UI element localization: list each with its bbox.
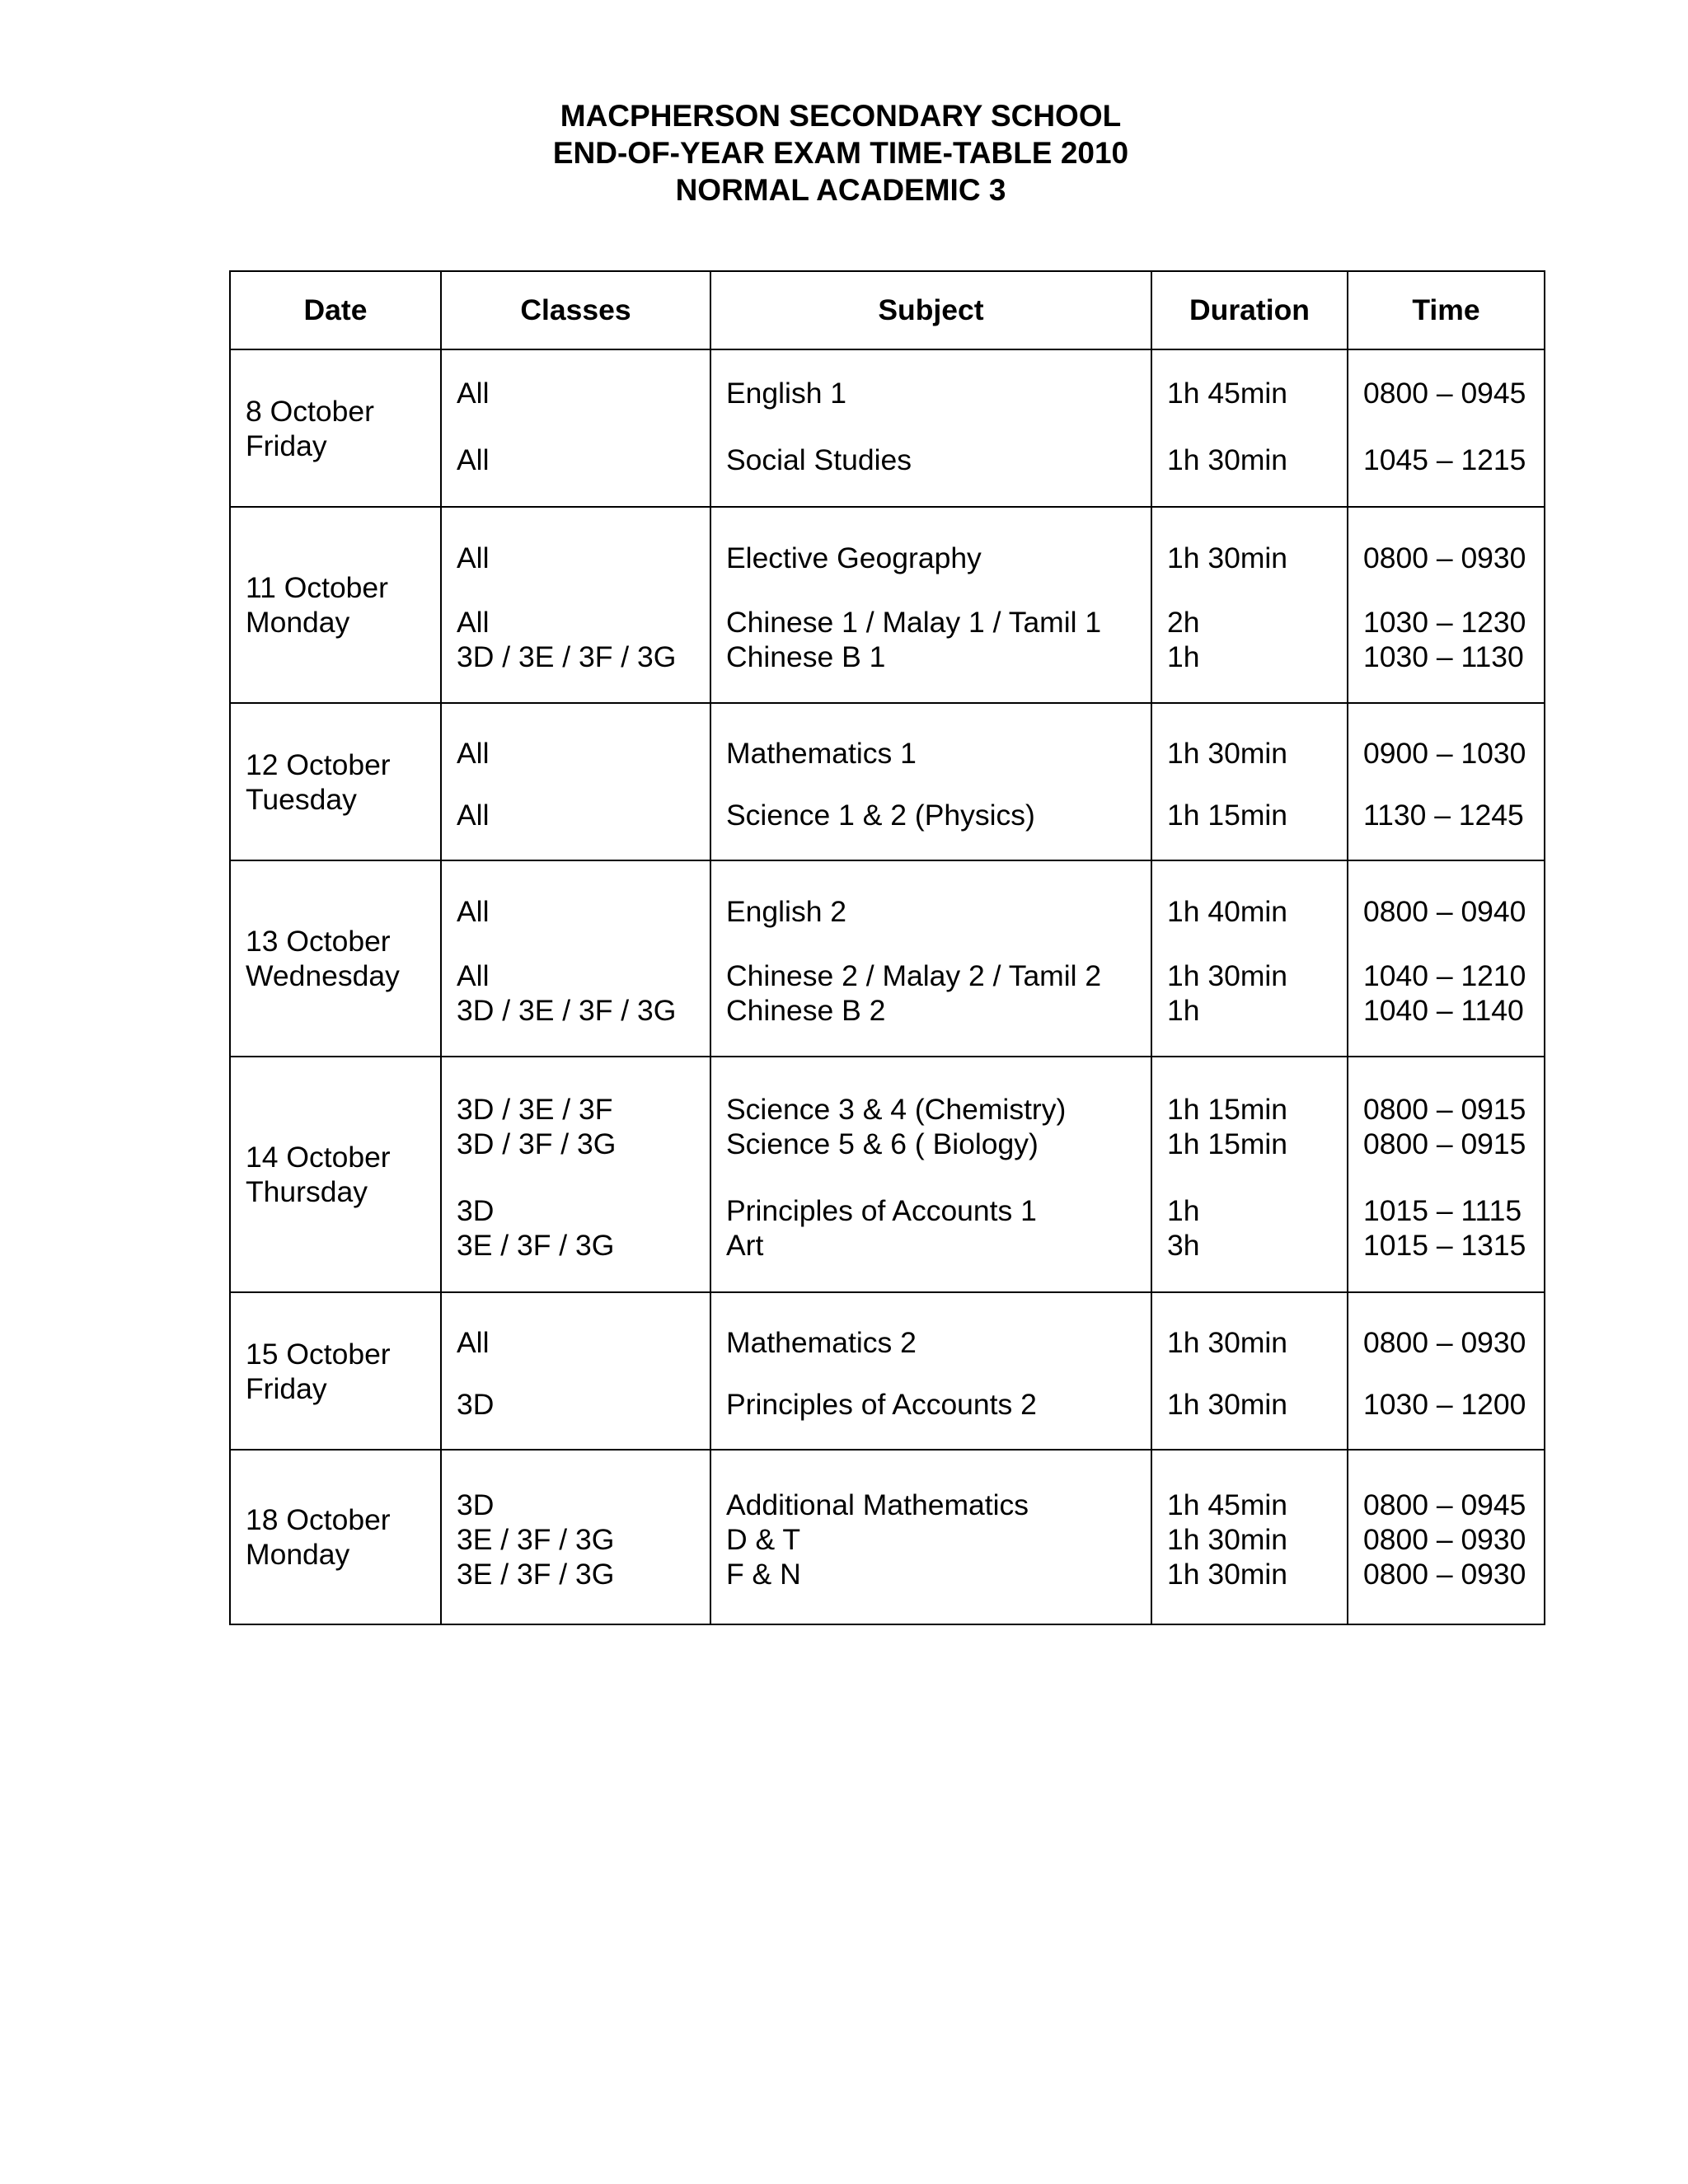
time-group: [1363, 1387, 1544, 1422]
exam-day-row: [230, 349, 1545, 507]
duration-cell: [1151, 860, 1348, 1057]
subject-value: Art: [726, 1228, 764, 1262]
duration-cell: [1151, 349, 1348, 507]
time-cell: [1348, 1057, 1545, 1292]
column-header-date: Date: [230, 271, 441, 349]
subject-value: Chinese 1 / Malay 1 / Tamil 1: [726, 606, 1102, 639]
classes-value: 3D / 3F / 3G: [457, 1127, 617, 1160]
exam-weekday: Thursday: [246, 1175, 368, 1208]
classes-cell: [441, 507, 710, 703]
exam-weekday: Friday: [246, 1371, 327, 1405]
duration-value: 1h 30min: [1167, 959, 1288, 992]
time-group: [1363, 1193, 1544, 1263]
duration-group: [1167, 443, 1347, 477]
classes-group: [457, 443, 710, 477]
duration-group: [1167, 376, 1347, 410]
timetable-body: [230, 349, 1545, 1624]
duration-cell: [1151, 1450, 1348, 1624]
time-value: 0800 – 0915: [1363, 1127, 1526, 1160]
time-cell: [1348, 507, 1545, 703]
time-value: 1130 – 1245: [1363, 799, 1524, 832]
duration-group: [1167, 736, 1347, 771]
duration-value: 1h: [1167, 994, 1200, 1027]
classes-value: 3D: [457, 1388, 495, 1422]
exam-date: 13 October: [246, 925, 391, 958]
time-value: 1015 – 1315: [1363, 1228, 1526, 1262]
duration-group: [1167, 605, 1347, 674]
time-group: [1363, 376, 1544, 410]
classes-value: All: [457, 799, 490, 832]
classes-cell: [441, 1057, 710, 1292]
time-value: 1040 – 1210: [1363, 959, 1526, 992]
duration-value: 1h 15min: [1167, 1092, 1288, 1126]
subject-value: Chinese B 2: [726, 994, 886, 1027]
time-value: 1030 – 1200: [1363, 1388, 1526, 1422]
time-value: 1015 – 1115: [1363, 1193, 1522, 1227]
time-group: [1363, 1092, 1544, 1161]
subject-value: F & N: [726, 1558, 801, 1591]
classes-value: All: [457, 443, 490, 476]
date-cell: [230, 507, 441, 703]
subject-cell: [710, 1292, 1151, 1450]
classes-value: 3D: [457, 1193, 495, 1227]
exam-day-row: [230, 703, 1545, 860]
duration-cell: [1151, 1057, 1348, 1292]
time-value: 0800 – 0945: [1363, 1488, 1526, 1521]
duration-value: 1h 15min: [1167, 1127, 1288, 1160]
exam-day-row: [230, 1057, 1545, 1292]
column-header-classes: Classes: [441, 271, 710, 349]
time-group: [1363, 1325, 1544, 1360]
classes-cell: [441, 703, 710, 860]
classes-value: All: [457, 541, 490, 574]
exam-day-row: [230, 1450, 1545, 1624]
duration-cell: [1151, 507, 1348, 703]
time-value: 1030 – 1230: [1363, 606, 1526, 639]
subject-value: Principles of Accounts 1: [726, 1193, 1037, 1227]
time-value: 1040 – 1140: [1363, 994, 1524, 1027]
classes-value: All: [457, 895, 490, 928]
subject-cell: [710, 349, 1151, 507]
exam-timetable: [229, 270, 1545, 1625]
exam-day-row: [230, 860, 1545, 1057]
classes-cell: [441, 349, 710, 507]
classes-group: [457, 541, 710, 575]
exam-date: 8 October: [246, 394, 374, 428]
classes-value: All: [457, 1325, 490, 1359]
duration-value: 1h 45min: [1167, 377, 1288, 410]
date-cell: [230, 1057, 441, 1292]
time-cell: [1348, 1450, 1545, 1624]
duration-group: [1167, 894, 1347, 929]
time-group: [1363, 894, 1544, 929]
subject-value: Science 5 & 6 ( Biology): [726, 1127, 1039, 1160]
duration-value: 1h 40min: [1167, 895, 1288, 928]
date-cell: [230, 703, 441, 860]
classes-value: 3E / 3F / 3G: [457, 1558, 615, 1591]
time-value: 0800 – 0915: [1363, 1092, 1526, 1126]
duration-value: 1h: [1167, 1193, 1200, 1227]
column-header-subject: Subject: [710, 271, 1151, 349]
document-title-block: [0, 97, 1681, 209]
duration-value: 3h: [1167, 1228, 1200, 1262]
classes-value: 3D / 3E / 3F / 3G: [457, 640, 677, 673]
exam-date: 18 October: [246, 1503, 391, 1536]
classes-value: 3D: [457, 1488, 495, 1521]
duration-group: [1167, 541, 1347, 575]
subject-value: Science 1 & 2 (Physics): [726, 799, 1035, 832]
duration-value: 1h 30min: [1167, 1523, 1288, 1556]
exam-date: 15 October: [246, 1337, 391, 1371]
time-group: [1363, 605, 1544, 674]
duration-group: [1167, 1387, 1347, 1422]
stream-name: NORMAL ACADEMIC 3: [675, 173, 1006, 207]
classes-group: [457, 605, 710, 674]
classes-value: All: [457, 736, 490, 770]
classes-value: 3E / 3F / 3G: [457, 1523, 615, 1556]
classes-group: [457, 1092, 710, 1161]
time-group: [1363, 443, 1544, 477]
subject-cell: [710, 703, 1151, 860]
classes-group: [457, 894, 710, 929]
classes-value: All: [457, 377, 490, 410]
exam-day-row: [230, 1292, 1545, 1450]
subject-value: Additional Mathematics: [726, 1488, 1029, 1521]
classes-cell: [441, 1450, 710, 1624]
classes-group: [457, 1387, 710, 1422]
subject-group: [726, 376, 1151, 410]
subject-cell: [710, 1057, 1151, 1292]
duration-value: 1h: [1167, 640, 1200, 673]
subject-value: English 2: [726, 895, 847, 928]
duration-value: 1h 15min: [1167, 799, 1288, 832]
subject-cell: [710, 1450, 1151, 1624]
classes-group: [457, 376, 710, 410]
subject-group: [726, 605, 1151, 674]
classes-value: 3E / 3F / 3G: [457, 1228, 615, 1262]
time-value: 0800 – 0930: [1363, 1325, 1526, 1359]
exam-weekday: Monday: [246, 606, 350, 639]
classes-group: [457, 1325, 710, 1360]
time-cell: [1348, 1292, 1545, 1450]
time-value: 0800 – 0930: [1363, 1558, 1526, 1591]
subject-group: [726, 798, 1151, 832]
column-header-time: Time: [1348, 271, 1545, 349]
header-row: [230, 271, 1545, 349]
timetable-title: END-OF-YEAR EXAM TIME-TABLE 2010: [552, 136, 1129, 170]
subject-group: [726, 1325, 1151, 1360]
time-group: [1363, 541, 1544, 575]
duration-group: [1167, 798, 1347, 832]
date-cell: [230, 349, 441, 507]
time-group: [1363, 958, 1544, 1028]
date-cell: [230, 1292, 441, 1450]
subject-value: Social Studies: [726, 443, 912, 476]
duration-value: 1h 30min: [1167, 1325, 1288, 1359]
time-group: [1363, 736, 1544, 771]
exam-date: 14 October: [246, 1141, 391, 1174]
duration-group: [1167, 1193, 1347, 1263]
time-cell: [1348, 703, 1545, 860]
subject-group: [726, 894, 1151, 929]
subject-value: D & T: [726, 1523, 801, 1556]
subject-group: [726, 958, 1151, 1028]
classes-value: 3D / 3E / 3F / 3G: [457, 994, 677, 1027]
subject-value: Chinese 2 / Malay 2 / Tamil 2: [726, 959, 1102, 992]
classes-group: [457, 1193, 710, 1263]
subject-value: Chinese B 1: [726, 640, 886, 673]
exam-weekday: Monday: [246, 1538, 350, 1571]
classes-cell: [441, 1292, 710, 1450]
time-value: 0800 – 0945: [1363, 377, 1526, 410]
column-header-duration: Duration: [1151, 271, 1348, 349]
classes-value: 3D / 3E / 3F: [457, 1092, 613, 1126]
time-value: 1030 – 1130: [1363, 640, 1524, 673]
time-group: [1363, 798, 1544, 832]
time-value: 0900 – 1030: [1363, 736, 1526, 770]
exam-weekday: Wednesday: [246, 959, 400, 992]
exam-day-row: [230, 507, 1545, 703]
duration-value: 2h: [1167, 606, 1200, 639]
subject-value: Elective Geography: [726, 541, 982, 574]
subject-value: Mathematics 2: [726, 1325, 917, 1359]
duration-cell: [1151, 703, 1348, 860]
duration-value: 1h 30min: [1167, 541, 1288, 574]
subject-group: [726, 736, 1151, 771]
subject-cell: [710, 507, 1151, 703]
duration-value: 1h 30min: [1167, 1388, 1288, 1422]
time-cell: [1348, 860, 1545, 1057]
date-cell: [230, 860, 441, 1057]
subject-value: Mathematics 1: [726, 736, 917, 770]
time-value: 0800 – 0930: [1363, 541, 1526, 574]
classes-cell: [441, 860, 710, 1057]
duration-group: [1167, 1092, 1347, 1161]
classes-value: All: [457, 959, 490, 992]
time-value: 1045 – 1215: [1363, 443, 1526, 476]
time-group: [1363, 1488, 1544, 1591]
time-value: 0800 – 0940: [1363, 895, 1526, 928]
duration-value: 1h 30min: [1167, 1558, 1288, 1591]
subject-group: [726, 1488, 1151, 1591]
exam-weekday: Friday: [246, 429, 327, 462]
exam-weekday: Tuesday: [246, 782, 357, 816]
subject-cell: [710, 860, 1151, 1057]
subject-group: [726, 1193, 1151, 1263]
duration-group: [1167, 1488, 1347, 1591]
subject-group: [726, 443, 1151, 477]
classes-group: [457, 736, 710, 771]
exam-date: 11 October: [246, 571, 388, 604]
subject-value: Science 3 & 4 (Chemistry): [726, 1092, 1067, 1126]
time-value: 0800 – 0930: [1363, 1523, 1526, 1556]
exam-date: 12 October: [246, 748, 391, 781]
subject-group: [726, 1387, 1151, 1422]
duration-group: [1167, 1325, 1347, 1360]
duration-group: [1167, 958, 1347, 1028]
duration-value: 1h 30min: [1167, 443, 1288, 476]
subject-group: [726, 1092, 1151, 1161]
duration-value: 1h 30min: [1167, 736, 1288, 770]
classes-group: [457, 798, 710, 832]
school-name: MACPHERSON SECONDARY SCHOOL: [560, 99, 1122, 133]
subject-value: Principles of Accounts 2: [726, 1388, 1037, 1422]
classes-group: [457, 1488, 710, 1591]
classes-group: [457, 958, 710, 1028]
date-cell: [230, 1450, 441, 1624]
subject-group: [726, 541, 1151, 575]
subject-value: English 1: [726, 377, 847, 410]
duration-value: 1h 45min: [1167, 1488, 1288, 1521]
classes-value: All: [457, 606, 490, 639]
duration-cell: [1151, 1292, 1348, 1450]
time-cell: [1348, 349, 1545, 507]
